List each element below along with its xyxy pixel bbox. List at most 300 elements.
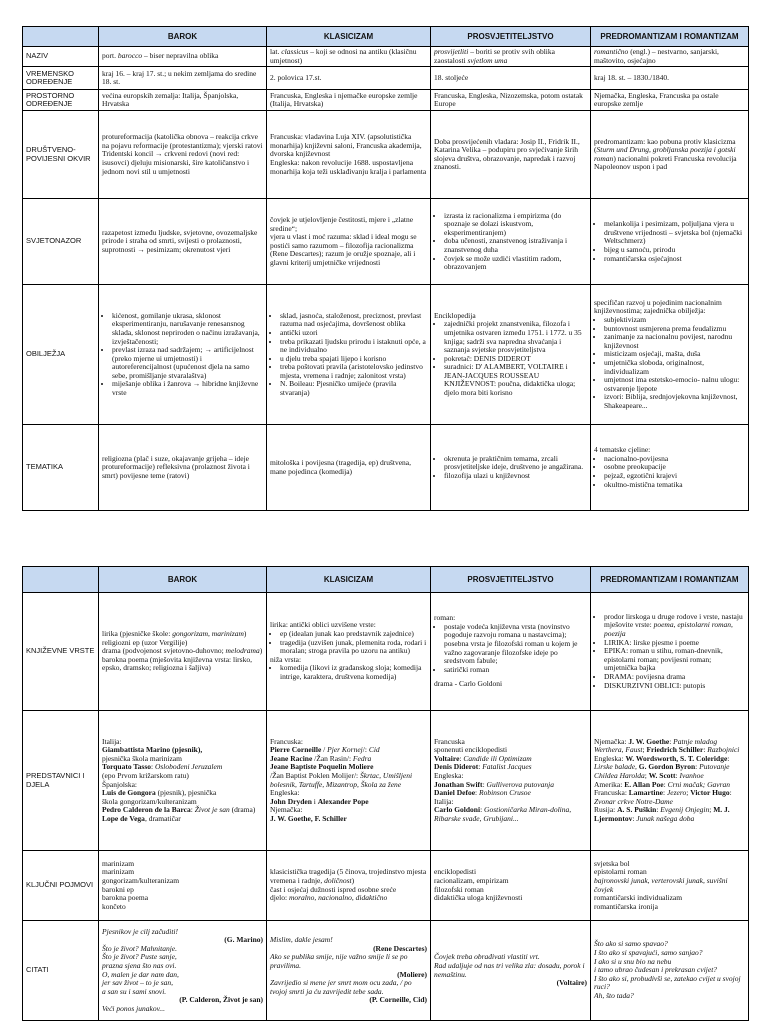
header-corner bbox=[23, 567, 99, 593]
row-label: PROSTORNO ODREĐENJE bbox=[23, 90, 99, 111]
text-run: : bbox=[151, 762, 155, 772]
header-prosvjetiteljstvo: PROSVJETITELJSTVO bbox=[431, 567, 591, 593]
cell-subtitle: 4 tematske cjeline: bbox=[594, 445, 651, 455]
cell-romantizam bbox=[591, 199, 749, 285]
list-item: • okultno-mistična tematika bbox=[604, 481, 745, 490]
quote-author: (Voltaire) bbox=[556, 978, 587, 988]
text-run: gongorizam, marinizam bbox=[172, 629, 244, 639]
row-label: CITATI bbox=[23, 921, 99, 1021]
quote-author: (Moliere) bbox=[397, 969, 427, 979]
list-item bbox=[604, 613, 745, 639]
text-run: Francuska: bbox=[594, 788, 629, 798]
text-run: Život je san bbox=[194, 805, 230, 815]
quote-line: I što ako si, probudivši se, zatekao cvijet u svojoj ruci? bbox=[594, 973, 741, 992]
list-item: enciklopedisti bbox=[434, 867, 477, 877]
text-run: : bbox=[480, 805, 485, 815]
cell-romantizam bbox=[591, 425, 749, 511]
quote-author: (P. Calderon, Život je san) bbox=[179, 995, 263, 1005]
text-run: – boriti se protiv svih oblika zaostalosti bbox=[434, 47, 555, 65]
row-label: DRUŠTVENO-POVIJESNI OKVIR bbox=[23, 111, 99, 199]
cell-romantizam bbox=[591, 111, 749, 199]
text-run: Daniel Defoe bbox=[434, 788, 476, 798]
row-citati bbox=[23, 921, 749, 1021]
text-run: : bbox=[727, 753, 730, 763]
list-item: • suradnici: D' ALAMBERT, VOLTAIRE i JEAN-JACQUES ROUSSEAU KNJIŽEVNOST: poučna, didaktička uloga; djelo mora biti korisno bbox=[444, 363, 587, 397]
text-run: W. Wordsworth, S. T. Coleridge bbox=[625, 753, 728, 763]
text-run: škola gongorizam/kulteranizam bbox=[102, 796, 197, 806]
quote-author: (P. Corneille, Cid) bbox=[369, 995, 427, 1005]
text-run: moralno, nacionalno, didaktično bbox=[288, 893, 388, 903]
text-run: E. Allan Poe bbox=[624, 779, 664, 789]
text-line bbox=[102, 656, 263, 673]
text-run: J. W. Goethe, F. Schiller bbox=[270, 813, 347, 823]
quote-line: Mislim, dakle jesam! bbox=[270, 935, 333, 945]
text-run: Cid bbox=[368, 745, 380, 755]
text-run: : bbox=[478, 762, 483, 772]
row-knjizevne bbox=[23, 593, 749, 711]
cell-klasicizam bbox=[267, 199, 431, 285]
list-item: • osobne preokupacije bbox=[604, 463, 745, 472]
quote-line: Što ako si samo spavao? bbox=[594, 939, 668, 949]
text-run: lirika (pjesničke škole: bbox=[102, 629, 173, 639]
text-run: i bbox=[311, 796, 318, 806]
text-run: : bbox=[695, 762, 700, 772]
text-run: prodor lirskoga u druge rodove i vrste, nastaju mješovite vrste: bbox=[604, 611, 743, 630]
row-prostorno bbox=[23, 90, 749, 111]
quote-author: (G. Marino) bbox=[224, 935, 263, 945]
text-line bbox=[270, 815, 427, 824]
text-line bbox=[270, 894, 427, 903]
list-item: • ep (idealan junak kao predstavnik zajednice) bbox=[280, 630, 427, 639]
quote-line: O, malen je dar nam dan, bbox=[102, 969, 179, 979]
row-label: KLJUČNI POJMOVI bbox=[23, 851, 99, 921]
list-item: didaktička uloga književnosti bbox=[434, 893, 523, 903]
quote-line: Veći ponos junakov... bbox=[102, 1003, 165, 1013]
text-run: : bbox=[656, 805, 661, 815]
quote-line: I ako si u snu bio na nebu bbox=[594, 956, 672, 966]
text-run: ) bbox=[243, 629, 247, 639]
text-run: : bbox=[669, 736, 674, 746]
list-item: • bijeg u samoću, prirodu bbox=[604, 246, 745, 255]
text-run: : bbox=[632, 813, 637, 823]
header-klasicizam: KLASICIZAM bbox=[267, 27, 431, 47]
list-item: • postaje vodeća književna vrsta (novinstvo pogoduje razvoju romana u nastavcima); posebna vrsta je filozofski roman u kojem je važno zagovaranje filozofske ideje po sredstvom fabule; bbox=[444, 623, 587, 666]
text-run: John Dryden bbox=[270, 796, 312, 806]
row-obiljezja bbox=[23, 285, 749, 425]
cell-klasicizam: 2. polovica 17.st. bbox=[267, 67, 431, 90]
text-run: Candide ili Optimizam bbox=[463, 753, 532, 763]
paragraph: niža vrsta: bbox=[270, 654, 302, 664]
bullet-list bbox=[434, 455, 587, 481]
text-run: , bbox=[635, 762, 639, 772]
text-run: Voltaire bbox=[434, 753, 460, 763]
header-corner bbox=[23, 27, 99, 47]
cell-subtitle: Enciklopedija bbox=[434, 310, 476, 320]
list-item: • treba prikazati ljudsku prirodu i istaknuti opće, a ne individualno bbox=[280, 338, 427, 355]
cell-romantizam bbox=[591, 851, 749, 921]
text-run: : bbox=[190, 805, 195, 815]
paragraph: Doba prosvijećenih vladara: Josip II., Fridrik II., Katarina Velika – podupiru pro svjećivanje širih slojeva društva, obrazovanje, napredak i razvoj znanosti. bbox=[434, 136, 580, 172]
list-item: marinizam bbox=[102, 858, 135, 868]
text-run: Jeane Baptiste Poquelin Moliere bbox=[270, 762, 374, 772]
cell-klasicizam bbox=[267, 285, 431, 425]
quote-line: Što je život? Mahnitanje. bbox=[102, 943, 177, 953]
paragraph: lirika: antički oblici uzvišene vrste: bbox=[270, 620, 376, 630]
cell-barok bbox=[99, 47, 267, 67]
bullet-list bbox=[594, 220, 745, 263]
text-line bbox=[594, 755, 745, 781]
list-item: • treba poštovati pravila (aristotelovsko jedinstvo mjesta, vremena i radnje; zalonitost vrsta) bbox=[280, 363, 427, 380]
cell-klasicizam: Francuska, Engleska i njemačke europske zemlje (Italija, Hrvatska) bbox=[267, 90, 431, 111]
cell-prosvjetiteljstvo: 18. stoljeće bbox=[431, 67, 591, 90]
list-item: • doba učenosti, znanstvenog istraživanja i znanstvenog duha bbox=[444, 237, 587, 254]
text-run: classicus bbox=[281, 47, 309, 56]
row-svjetonazor bbox=[23, 199, 749, 285]
text-line bbox=[594, 903, 745, 912]
list-item: barokna poema bbox=[102, 893, 149, 903]
cell-romantizam: kraj 18. st. – 1830./1840. bbox=[591, 67, 749, 90]
text-run: Jonathan Swift bbox=[434, 779, 483, 789]
text-run: Pedro Calderon de la Barca bbox=[102, 805, 191, 815]
bullet-list bbox=[434, 320, 587, 397]
text-run: romantično bbox=[594, 47, 629, 56]
text-run: (epo Prvom križarskom ratu) bbox=[102, 770, 189, 780]
text-run: Ivanhoe bbox=[679, 770, 704, 780]
text-run: Lirske balade bbox=[594, 762, 636, 772]
cell-klasicizam bbox=[267, 47, 431, 67]
list-item: • buntovnost usmjerena prema feudalizmu bbox=[604, 325, 745, 334]
text-run: Victor Hugo bbox=[690, 788, 730, 798]
quote-line: i tamo ubrao čudesan i prekrasan cvijet? bbox=[594, 965, 718, 975]
cell-prosvjetiteljstvo bbox=[431, 711, 591, 851]
list-item: • pokretač: DENIS DIDEROT bbox=[444, 355, 587, 364]
list-item: • N. Boileau: Pjesničko umijeće (pravila stvaranja) bbox=[280, 380, 427, 397]
text-run: ) nacionalni pokreti Francuska revolucija Napoleonov uspon i pad bbox=[594, 153, 737, 172]
text-run: djelo: bbox=[270, 893, 289, 903]
quote-line: Zavrijedio si mene jer smrt mom ocu zada, / po tvojoj smrti ja ću zavrijedit tebe sada. bbox=[270, 978, 412, 996]
bullet-list bbox=[270, 664, 427, 681]
cell-prosvjetiteljstvo bbox=[431, 593, 591, 711]
text-run: Gulliverova putovanja bbox=[486, 779, 554, 789]
paragraph: vjera u vlast i moć razuma: sklad i ideal mogu se postići samo razumom – filozofija racionalizma (Rene Descartes); razum je oružje spoznaje, ali i glavni kriterij umjetničke vrijednosti bbox=[270, 232, 417, 267]
cell-barok: kraj 16. – kraj 17. st.; u nekim zemljama do sredine 18. st. bbox=[99, 67, 267, 90]
text-run: Torquato Tasso bbox=[102, 762, 151, 772]
quote-author: (Rene Descartes) bbox=[373, 943, 427, 953]
row-label: VREMENSKO ODREĐENJE bbox=[23, 67, 99, 90]
text-run: svjetlom uma bbox=[467, 55, 508, 65]
text-run: epistolarni roman bbox=[594, 867, 647, 877]
cell-barok bbox=[99, 851, 267, 921]
header-barok: BAROK bbox=[99, 567, 267, 593]
text-run: ; bbox=[644, 770, 649, 780]
text-run: Junak našega doba bbox=[636, 813, 695, 823]
text-run: romantičarski individualizam bbox=[594, 893, 683, 903]
text-run: Carlo Goldoni bbox=[434, 805, 481, 815]
text-run: Pierre Corneille bbox=[270, 745, 322, 755]
bullet-list bbox=[270, 312, 427, 398]
row-naziv bbox=[23, 47, 749, 67]
quote-line: prazna sjena što nas ovi. bbox=[102, 960, 177, 970]
header-prosvjetiteljstvo: PROSVJETITELJSTVO bbox=[431, 27, 591, 47]
text-run: Italija: bbox=[434, 796, 454, 806]
text-run: : bbox=[662, 788, 667, 798]
bullet-list bbox=[102, 312, 263, 398]
text-run: Engleska: bbox=[594, 753, 626, 763]
text-run: sponenuti enciklopedisti bbox=[434, 745, 508, 755]
text-run: čast i osjećaj dužnosti ispred osobne sreće bbox=[270, 884, 397, 894]
text-run: : bbox=[703, 745, 708, 755]
text-run: : bbox=[675, 770, 680, 780]
paragraph: Engleska: nakon revolucije 1688. uspostavljena monarhija koja teži usklađivanju kralja i parlamenta bbox=[270, 157, 427, 176]
cell-barok bbox=[99, 285, 267, 425]
text-run: /Žan Baptist Poklen Molijer/: bbox=[270, 770, 360, 780]
text-run: Razbojnici bbox=[707, 745, 740, 755]
text-run: Zvonar crkve Notre-Dame bbox=[594, 796, 673, 806]
text-run: romantičarska ironija bbox=[594, 901, 658, 911]
text-run: ) bbox=[351, 875, 355, 885]
text-line bbox=[594, 789, 745, 806]
cell-barok bbox=[99, 111, 267, 199]
header-romantizam: PREDROMANTIZAM I ROMANTIZAM bbox=[591, 567, 749, 593]
text-run: poema, epistolarni roman, poezija bbox=[604, 620, 733, 639]
list-item: • u djelu treba spajati lijepo i korisno bbox=[280, 355, 427, 364]
row-label: SVJETONAZOR bbox=[23, 199, 99, 285]
text-line bbox=[270, 868, 427, 885]
text-run: Giambattista Marino (pjesnik), bbox=[102, 745, 203, 755]
list-item: • filozofija ulazi u književnost bbox=[444, 472, 587, 481]
list-item: gongorizam/kulteranizam bbox=[102, 875, 180, 885]
bullet-list bbox=[594, 316, 745, 411]
text-run: LIRIKA: lirske pjesme i poeme bbox=[604, 637, 699, 647]
list-item: • melankolija i pesimizam, poljuljana vjera u društvene vrijednosti – svjetska bol (njemački Weltschmerz) bbox=[604, 220, 745, 246]
bullet-list bbox=[594, 613, 745, 690]
row-label: NAZIV bbox=[23, 47, 99, 67]
text-run: Lamartine bbox=[628, 788, 663, 798]
text-run: Fatalist Jacques bbox=[482, 762, 532, 772]
quote-line: Čovjek treba obrađivati vlastiti vrt. bbox=[434, 952, 540, 962]
text-run: Francuska: bbox=[270, 736, 303, 746]
list-item: • okrenuta je praktičnim temama, zrcali prosvjetiteljske ideje, društveno je angažirana. bbox=[444, 455, 587, 472]
text-run: / bbox=[321, 745, 328, 755]
text-line bbox=[594, 738, 745, 755]
list-item: • komedija (likovi iz građanskog sloja; komedija intrige, karaktera, društvena komedija) bbox=[280, 664, 427, 681]
row-label: KNJIŽEVNE VRSTE bbox=[23, 593, 99, 711]
list-item: • zajednički projekt znanstvenika, filozofa i umjetnika ostvaren između 1751. i 1772. u 35 knjiga; sadrži sva napredna shvaćanja i saznanja svjetske prosvjetiteljstva bbox=[444, 320, 587, 354]
list-item: • izvori: Biblija, srednjovjekovna književnost, Shakeapeare... bbox=[604, 393, 745, 410]
paragraph: roman: bbox=[434, 613, 456, 623]
text-run: Lope de Vega bbox=[102, 813, 145, 823]
text-run: Jeane Racine bbox=[270, 753, 313, 763]
text-run: : bbox=[459, 753, 464, 763]
list-item: • pejzaž, egzotični krajevi bbox=[604, 472, 745, 481]
quote-line: a san su i sami snovi. bbox=[102, 986, 167, 996]
list-item: • sklad, jasnoća, staloženost, preciznost, prevlast razuma nad osjećajima, dovršenost oblika bbox=[280, 312, 427, 329]
list-item: • izrasta iz racionalizma i empirizma (do spoznaje se dolazi iskustvom, eksperimentiranjem) bbox=[444, 212, 587, 238]
list-item: • misticizam osjećaji, mašta, duša bbox=[604, 350, 745, 359]
text-run: : bbox=[475, 788, 479, 798]
text-run: W. Scott bbox=[648, 770, 676, 780]
row-drustveno bbox=[23, 111, 749, 199]
list-item: • kićenost, gomilanje ukrasa, sklonost eksperimentiranju, narušavanje renesansnog sklada, sklonost nepriroden o načinu izražavanja, izvještačenosti; bbox=[112, 312, 263, 346]
list-item: • subjektivizam bbox=[604, 316, 745, 325]
paragraph: Tridentski koncil → crkveni redovi (novi red: isusovci) djeluju misionarski, šire katoličanstvo i jednom novi stil u umjetnosti bbox=[102, 149, 250, 176]
paragraph: čovjek je utjelovljenje čestitosti, mjere i „zlatne sredine“; bbox=[270, 214, 414, 233]
text-run: DRAMA: povijesna drama bbox=[604, 671, 686, 681]
cell-barok bbox=[99, 593, 267, 711]
bullet-list bbox=[270, 630, 427, 656]
cell-prosvjetiteljstvo bbox=[431, 425, 591, 511]
quote-line: Što je život? Puste sanje, bbox=[102, 952, 177, 962]
list-item: racionalizam, empirizam bbox=[434, 875, 509, 885]
bullet-list bbox=[434, 623, 587, 675]
header-romantizam: PREDROMANTIZAM I ROMANTIZAM bbox=[591, 27, 749, 47]
text-run: Sturm und Drung, grobljanska poezija i gotski roman bbox=[594, 145, 736, 163]
list-item: • antički uzori bbox=[280, 329, 427, 338]
quote-line: Pjesnikov je cilj začuditi! bbox=[102, 926, 179, 936]
text-run: Gostioničarka Miran-dolina, Ribarske svađe, Grubijani... bbox=[434, 805, 572, 823]
cell-romantizam bbox=[591, 285, 749, 425]
list-item: • umjetnička sloboda, originalnost, individualizam bbox=[604, 359, 745, 376]
bullet-list bbox=[434, 212, 587, 272]
text-run: doličnost bbox=[324, 875, 352, 885]
cell-subtitle: specifičan razvoj u pojedinim nacionalnim književnostima; zajednička obilježja: bbox=[594, 297, 722, 316]
list-item bbox=[604, 682, 745, 691]
comparison-table-part-1 bbox=[22, 26, 749, 511]
cell-barok: razapetost između ljudske, svjetovne, ovozemaljske prirode i straha od smrti, svijesti o prolaznosti, suprotnosti → pesimizam; okrenutost vjeri bbox=[99, 199, 267, 285]
text-run: barocco bbox=[117, 51, 143, 61]
text-run: , dramatičar bbox=[144, 813, 181, 823]
text-run: Engleska: bbox=[270, 788, 300, 798]
text-run: Robinson Crusoe bbox=[479, 788, 531, 798]
cell-barok: većina europskih zemalja: Italija, Španjolska, Hrvatska bbox=[99, 90, 267, 111]
text-run: Denis Diderot bbox=[434, 762, 479, 772]
text-run: Patnje mladog Werthera, Faust bbox=[594, 736, 718, 755]
text-run: Crni mačak; Gavran bbox=[667, 779, 731, 789]
cell-prosvjetiteljstvo: Francuska, Engleska, Nizozemska, potom ostatak Europe bbox=[431, 90, 591, 111]
text-run: ; bbox=[709, 805, 714, 815]
text-run: – biser nepravilna oblika bbox=[142, 51, 219, 61]
cell-prosvjetiteljstvo bbox=[431, 921, 591, 1021]
text-run: Španjolska: bbox=[102, 779, 137, 789]
cell-klasicizam: mitološka i povijesna (tragedija, ep) društvena, mane pojedinca (komedija) bbox=[267, 425, 431, 511]
row-label: TEMATIKA bbox=[23, 425, 99, 511]
list-item: • satirički roman bbox=[444, 666, 587, 675]
text-run: klasicistička tragedija (5 činova, trojedinstvo mjesta vremena i radnje, bbox=[270, 867, 427, 885]
text-run: ; bbox=[686, 788, 691, 798]
cell-klasicizam bbox=[267, 851, 431, 921]
text-run: port. bbox=[102, 51, 118, 61]
text-run: : bbox=[663, 779, 668, 789]
text-run: EPIKA: roman u stihu, roman-dnevnik, epistolarni roman; povijesni roman; umjetnička bajka bbox=[604, 646, 723, 673]
text-run: M. J. Ljermontov bbox=[594, 805, 730, 823]
text-run: Italija: bbox=[102, 736, 122, 746]
row-tematika bbox=[23, 425, 749, 511]
list-item: končeto bbox=[102, 901, 126, 911]
list-item: • tragedija (uzvišen junak, plemenita roda, rodari i moralan; stroga pravila po uzoru na antiku) bbox=[280, 639, 427, 656]
text-run: Engleska: bbox=[434, 770, 464, 780]
quote-line: Ako se publika smije, nije važno smije li se po pravilima. bbox=[270, 952, 408, 970]
list-item: • čovjek se može uzdići vlastitim radom, obrazovanjem bbox=[444, 255, 587, 272]
text-run: Evgenij Onjegin bbox=[660, 805, 710, 815]
list-item: barokni ep bbox=[102, 884, 134, 894]
list-item: marinizam bbox=[102, 867, 135, 877]
text-run: : bbox=[729, 788, 732, 798]
cell-romantizam bbox=[591, 711, 749, 851]
text-run: /: bbox=[362, 745, 369, 755]
text-run: drama (podvojenost svjetovno-duhovno; bbox=[102, 646, 226, 656]
cell-romantizam bbox=[591, 593, 749, 711]
row-label: PREDSTAVNICI I DJELA bbox=[23, 711, 99, 851]
cell-romantizam bbox=[591, 47, 749, 67]
row-vremensko bbox=[23, 67, 749, 90]
cell-klasicizam bbox=[267, 111, 431, 199]
cell-klasicizam bbox=[267, 711, 431, 851]
text-run: Francuska bbox=[434, 736, 465, 746]
text-line bbox=[594, 806, 745, 823]
text-run: /Žan Rasin/: bbox=[312, 753, 353, 763]
text-line bbox=[270, 772, 427, 789]
text-run: Njemačka: bbox=[270, 805, 303, 815]
quote-line: I što ako si spavajući, samo sanjao? bbox=[594, 948, 703, 958]
cell-prosvjetiteljstvo bbox=[431, 199, 591, 285]
text-run: G. Gordon Byron bbox=[638, 762, 696, 772]
text-run: Friedrich Schiller bbox=[646, 745, 704, 755]
text-run: religiozni ep (uzor Vergilije) bbox=[102, 637, 188, 647]
cell-prosvjetiteljstvo bbox=[431, 851, 591, 921]
cell-prosvjetiteljstvo bbox=[431, 285, 591, 425]
list-item: • miješanje oblika i žanrova → hibridne književne vrste bbox=[112, 380, 263, 397]
paragraph: Francuska: vladavina Luja XIV. (apsolutistička monarhija) književni saloni, Francuska akademija, dvorska književnost bbox=[270, 132, 422, 159]
text-line bbox=[434, 789, 587, 798]
list-item: • prevlast izraza nad sadržajem; → artificijelnost (preko mjerne ui umjetnosti) i autoreferencijalnost (upućenost djela na samo sebe, promišljanje stvaralaštva) bbox=[112, 346, 263, 380]
cell-klasicizam bbox=[267, 921, 431, 1021]
text-run: Amerika: bbox=[594, 779, 625, 789]
cell-prosvjetiteljstvo bbox=[431, 111, 591, 199]
text-line bbox=[594, 877, 745, 894]
text-run: melodrama bbox=[225, 646, 260, 656]
text-run: barokna poema (mješovita književna vrsta: lirsko, epsko, dramsko; religiozna i šaljiva) bbox=[102, 654, 252, 673]
text-run: Škrtac, Umišljeni bolesnik, Tartuffe, Mizantrop, Škola za žene bbox=[270, 770, 413, 789]
text-run: bajronovski junak, verterovski junak, suvišni čovjek bbox=[594, 875, 728, 894]
cell-romantizam bbox=[591, 921, 749, 1021]
header-klasicizam: KLASICIZAM bbox=[267, 567, 431, 593]
text-run: Putovanje Childea Harolda bbox=[594, 762, 730, 780]
text-run: Jezero bbox=[666, 788, 687, 798]
comparison-table-part-2 bbox=[22, 566, 749, 1021]
quote-line: Rad udaljuje od nas tri velika zla: dosadu, porok i nemaštinu. bbox=[434, 960, 585, 979]
text-run: Alexander Pope bbox=[317, 796, 369, 806]
text-run: (pjesnik), pjesnička bbox=[155, 788, 217, 798]
paragraph: drama - Carlo Goldoni bbox=[434, 679, 503, 689]
cell-romantizam: Njemačka, Engleska, Francuska pa ostale europske zemlje bbox=[591, 90, 749, 111]
text-run: svjetska bol bbox=[594, 858, 630, 868]
text-run: A. S. Puškin bbox=[617, 805, 657, 815]
text-run: ) bbox=[259, 646, 263, 656]
row-kljucni bbox=[23, 851, 749, 921]
text-line bbox=[434, 806, 587, 823]
text-run: J. W. Goethe bbox=[628, 736, 670, 746]
bullet-list bbox=[594, 455, 745, 489]
text-run: Rusija: bbox=[594, 805, 618, 815]
cell-barok: religiozna (plač i suze, okajavanje grijeha – ideje protureformacije) refleksivna (prolaznost života i smrt) povijesne teme (ratovi) bbox=[99, 425, 267, 511]
header-row bbox=[23, 27, 749, 47]
cell-prosvjetiteljstvo bbox=[431, 47, 591, 67]
list-item: • nacionalno-povijesna bbox=[604, 455, 745, 464]
text-run: pjesnička škola marinizam bbox=[102, 753, 182, 763]
list-item: • umjetnost ima estetsko-emocio- nalnu ulogu: ostvarenje ljepote bbox=[604, 376, 745, 393]
list-item: • romantičarska osjećajnost bbox=[604, 255, 745, 264]
text-run: (drama) bbox=[229, 805, 256, 815]
